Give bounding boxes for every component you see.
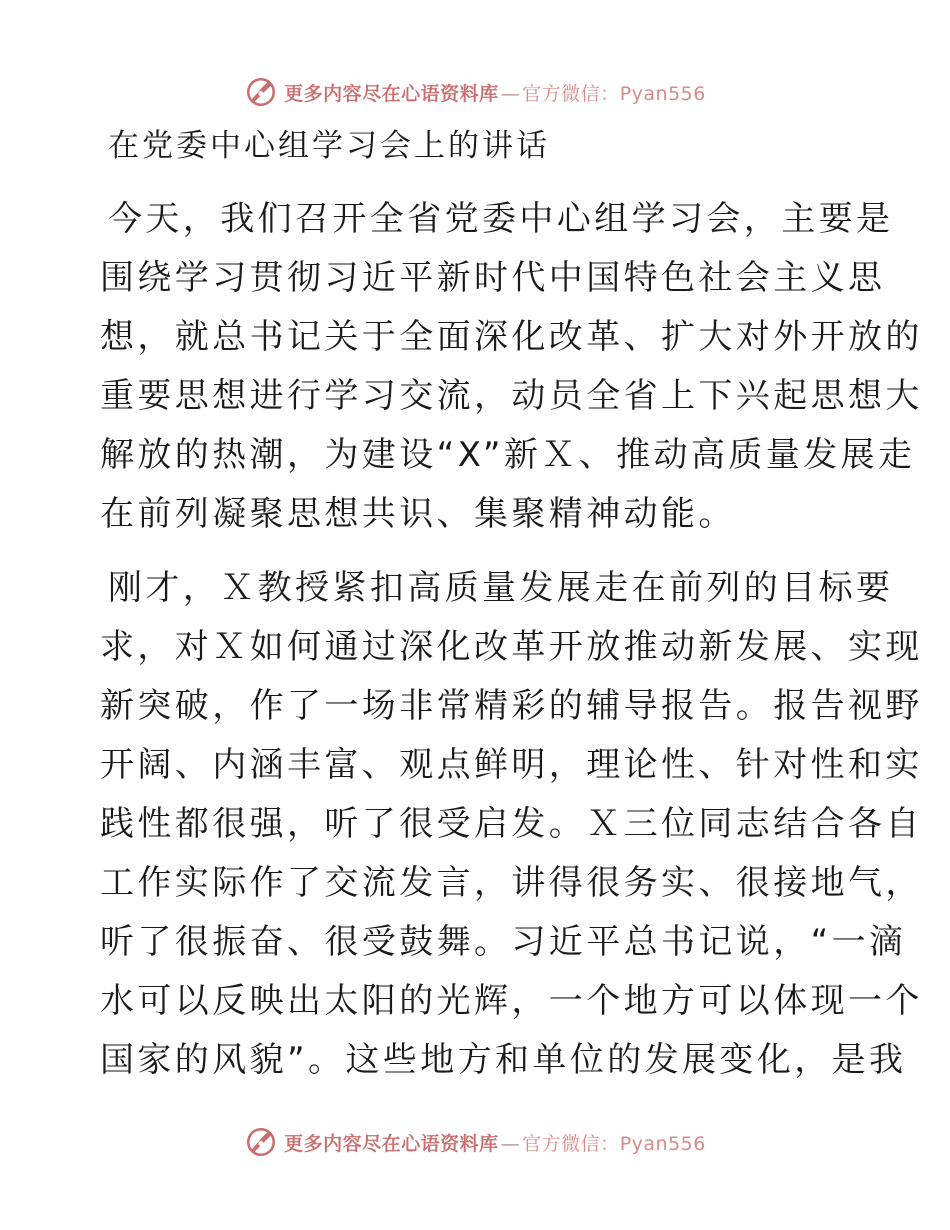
paragraph-line: 水可以反映出太阳的光辉，一个地方可以体现一个 xyxy=(100,981,923,1021)
pen-nib-logo-icon xyxy=(244,1125,278,1159)
watermark-separator: — xyxy=(500,1132,521,1155)
footer-watermark xyxy=(0,1122,950,1162)
header-watermark xyxy=(0,72,950,112)
paragraph-line: 践性都很强，听了很受启发。Ｘ三位同志结合各自 xyxy=(100,804,923,844)
paragraph-line: 求，对Ｘ如何通过深化改革开放推动新发展、实现 xyxy=(100,627,923,667)
watermark-brand: 更多内容尽在心语资料库 xyxy=(284,82,499,105)
watermark-text xyxy=(284,79,706,106)
watermark-text xyxy=(284,1129,706,1156)
paragraph-line: 听了很振奋、很受鼓舞。习近平总书记说，“一滴 xyxy=(100,922,907,962)
paragraph-line: 解放的热潮，为建设“X”新Ｘ、推动高质量发展走 xyxy=(100,435,916,475)
paragraph-line: 新突破，作了一场非常精彩的辅导报告。报告视野 xyxy=(100,686,923,726)
paragraph-line: 在前列凝聚思想共识、集聚精神动能。 xyxy=(100,494,736,534)
paragraph-line: 想，就总书记关于全面深化改革、扩大对外开放的 xyxy=(100,317,923,357)
paragraph-1 xyxy=(100,190,923,544)
paragraph-line: 刚才，Ｘ教授紧扣高质量发展走在前列的目标要 xyxy=(108,568,894,608)
watermark-brand: 更多内容尽在心语资料库 xyxy=(284,1132,499,1155)
watermark-wechat-id: Pyan556 xyxy=(619,82,706,105)
paragraph-line: 围绕学习贯彻习近平新时代中国特色社会主义思 xyxy=(100,258,886,298)
paragraph-line: 今天，我们召开全省党委中心组学习会，主要是 xyxy=(108,199,894,239)
pen-nib-logo-icon xyxy=(244,75,278,109)
paragraph-line: 工作实际作了交流发言，讲得很务实、很接地气， xyxy=(100,863,923,903)
watermark-official: 官方微信： xyxy=(522,1132,620,1155)
paragraph-line: 重要思想进行学习交流，动员全省上下兴起思想大 xyxy=(100,376,923,416)
watermark-separator: — xyxy=(500,82,521,105)
paragraph-line: 国家的风貌”。这些地方和单位的发展变化，是我 xyxy=(100,1040,907,1080)
paragraph-line: 开阔、内涵丰富、观点鲜明，理论性、针对性和实 xyxy=(100,745,923,785)
document-title: 在党委中心组学习会上的讲话 xyxy=(108,128,550,164)
document-body xyxy=(100,118,923,1090)
watermark-official: 官方微信： xyxy=(522,82,620,105)
paragraph-2 xyxy=(100,559,923,1090)
watermark-wechat-id: Pyan556 xyxy=(619,1132,706,1155)
